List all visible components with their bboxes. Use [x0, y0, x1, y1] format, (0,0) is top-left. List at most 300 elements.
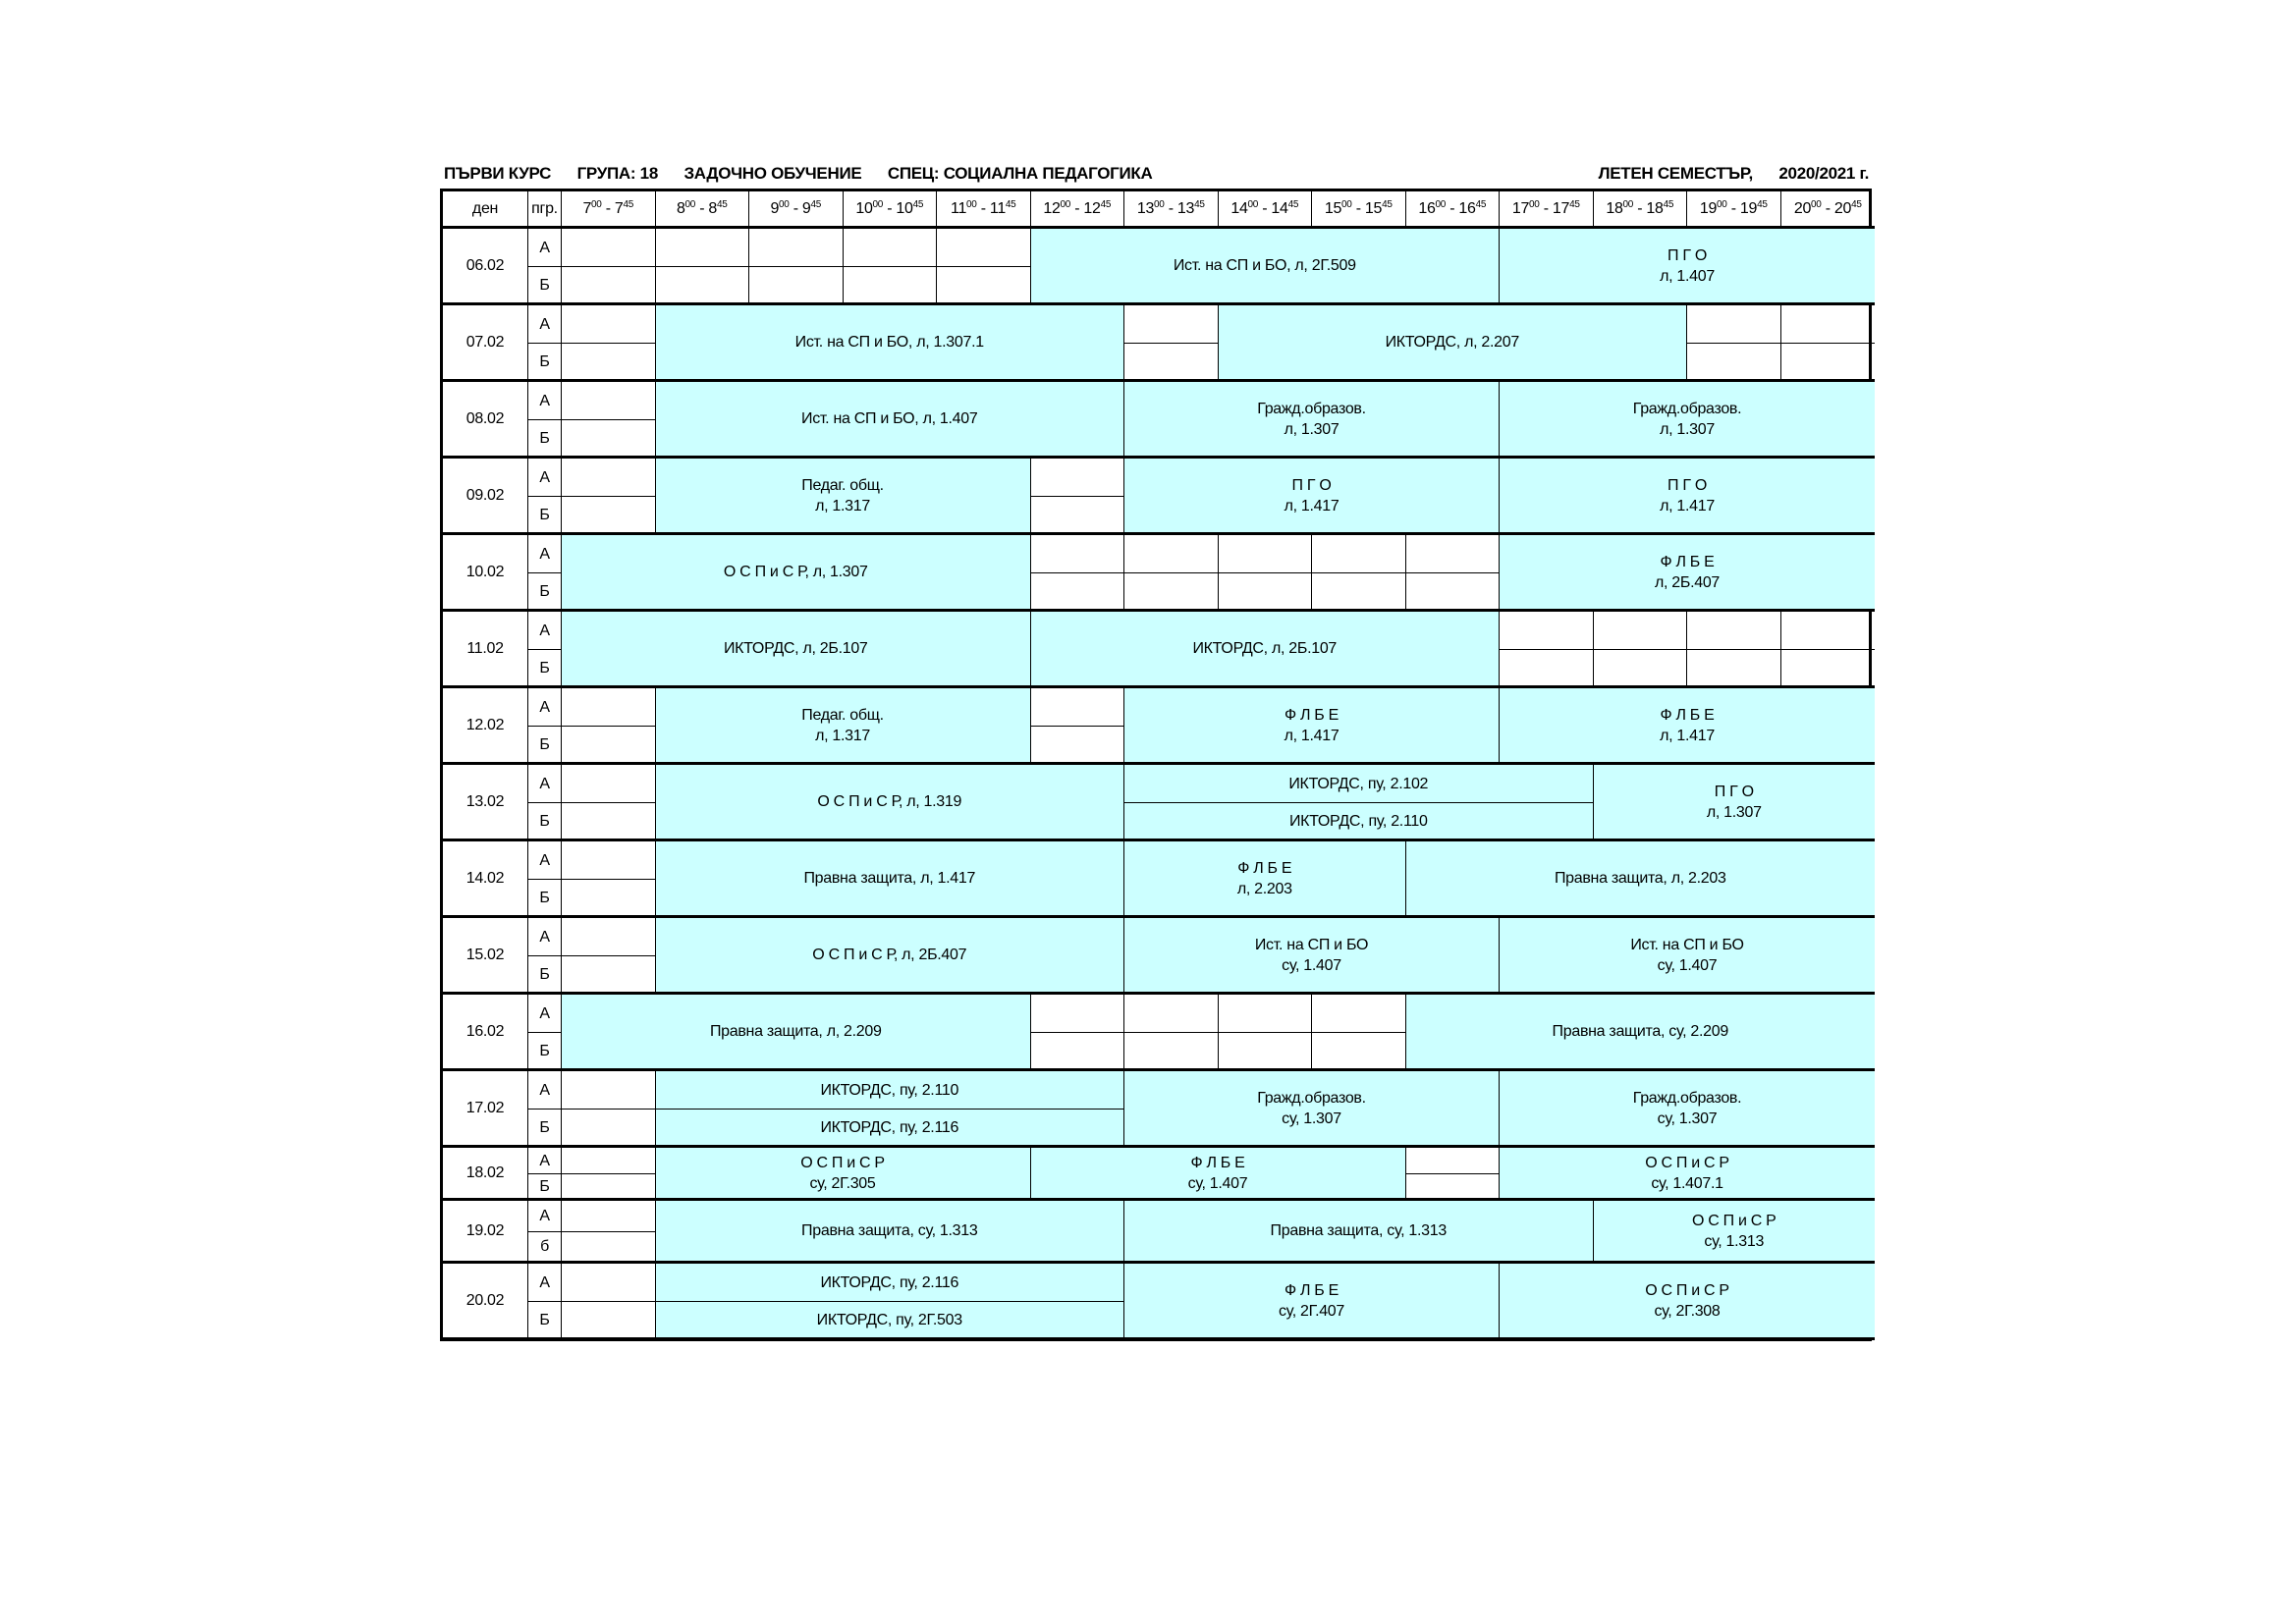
- class-title: Гражд.образов.: [1257, 400, 1366, 417]
- class-room: су, 1.313: [1704, 1232, 1765, 1250]
- empty-slot: [844, 267, 938, 305]
- class-room: л, 1.307: [1706, 803, 1762, 821]
- time-from-sup: 00: [1435, 199, 1447, 210]
- time-slot-header: [1312, 191, 1406, 229]
- empty-slot: [562, 1110, 656, 1148]
- time-from: 16: [1418, 200, 1436, 217]
- subgroup-label: Б: [528, 1302, 562, 1340]
- class-block: [656, 765, 1125, 841]
- empty-slot: [1219, 1033, 1313, 1071]
- class-block: [562, 535, 1031, 612]
- class-room: л, 2.203: [1236, 880, 1292, 897]
- empty-slot: [1031, 995, 1125, 1033]
- time-to: 18: [1646, 200, 1664, 217]
- empty-slot: [562, 1071, 656, 1110]
- time-slot-text: [1606, 198, 1673, 219]
- class-block: [656, 305, 1125, 382]
- subgroup-label: А: [528, 305, 562, 344]
- class-title: П Г О: [1291, 476, 1332, 494]
- empty-slot: [1781, 612, 1876, 650]
- empty-slot: [749, 229, 844, 267]
- time-from: 12: [1043, 200, 1061, 217]
- class-room: л, 1.407: [1660, 267, 1715, 285]
- subgroup-label: Б: [528, 344, 562, 382]
- empty-slot: [562, 880, 656, 918]
- time-to-sup: 45: [1005, 199, 1016, 210]
- subgroup-label: А: [528, 688, 562, 727]
- class-title: О С П и С Р: [800, 1154, 885, 1171]
- day-date: 10.02: [443, 535, 528, 612]
- time-from: 13: [1136, 200, 1155, 217]
- column-header-subgroup: пгр.: [528, 191, 562, 229]
- class-title: ИКТОРДС, пу, 2Г.503: [816, 1311, 962, 1328]
- empty-slot: [656, 267, 750, 305]
- empty-slot: [844, 229, 938, 267]
- time-slot-text: [677, 198, 728, 219]
- time-separator: -: [883, 200, 897, 217]
- empty-slot: [1687, 344, 1781, 382]
- time-slot-header: [1594, 191, 1688, 229]
- empty-slot: [1500, 650, 1594, 688]
- time-from-sup: 00: [1060, 199, 1071, 210]
- time-from-sup: 00: [1529, 199, 1540, 210]
- class-block: [1500, 382, 1875, 459]
- time-slot-text: [1137, 198, 1205, 219]
- empty-slot: [562, 765, 656, 803]
- time-separator: -: [1351, 200, 1365, 217]
- group-label: ГРУПА: 18: [576, 164, 658, 183]
- time-slot-header: [1781, 191, 1876, 229]
- class-title: ИКТОРДС, пу, 2.116: [820, 1118, 959, 1136]
- time-to: 19: [1739, 200, 1758, 217]
- day-date: 16.02: [443, 995, 528, 1071]
- column-header-day: ден: [443, 191, 528, 229]
- class-title: Ф Л Б Е: [1237, 859, 1292, 877]
- day-date: 12.02: [443, 688, 528, 765]
- class-block: [562, 612, 1031, 688]
- empty-slot: [1781, 305, 1876, 344]
- time-slot-header: [1687, 191, 1781, 229]
- class-block: [1500, 1264, 1875, 1340]
- class-block: [1031, 1148, 1406, 1201]
- time-from-sup: 00: [779, 199, 790, 210]
- time-slot-header: [1031, 191, 1125, 229]
- empty-slot: [1594, 650, 1688, 688]
- class-block: [1500, 688, 1875, 765]
- empty-slot: [1031, 1033, 1125, 1071]
- class-title: Правна защита, су, 2.209: [1552, 1023, 1728, 1040]
- empty-slot: [1406, 535, 1501, 573]
- class-title: ИКТОРДС, л, 2Б.107: [723, 640, 868, 657]
- class-title: Ф Л Б Е: [1660, 553, 1715, 570]
- time-slot-header: [1406, 191, 1501, 229]
- time-to-sup: 45: [1287, 199, 1299, 210]
- class-block: [562, 995, 1031, 1071]
- time-from-sup: 00: [966, 199, 977, 210]
- class-title: ИКТОРДС, л, 2.207: [1385, 334, 1519, 351]
- class-title: Педаг. общ.: [801, 706, 884, 724]
- class-block: [1124, 459, 1500, 535]
- time-to: 15: [1364, 200, 1383, 217]
- time-from: 15: [1324, 200, 1342, 217]
- subgroup-label: А: [528, 612, 562, 650]
- time-separator: -: [1446, 200, 1459, 217]
- empty-slot: [749, 267, 844, 305]
- class-title: ИКТОРДС, пу, 2.102: [1288, 775, 1429, 792]
- subgroup-label: А: [528, 382, 562, 420]
- class-block: [1219, 305, 1688, 382]
- subgroup-label: А: [528, 841, 562, 880]
- empty-slot: [1124, 995, 1219, 1033]
- subgroup-label: Б: [528, 267, 562, 305]
- time-to: 20: [1833, 200, 1852, 217]
- day-date: 06.02: [443, 229, 528, 305]
- empty-slot: [1031, 535, 1125, 573]
- time-to-sup: 45: [1757, 199, 1768, 210]
- empty-slot: [562, 382, 656, 420]
- class-title: ИКТОРДС, пу, 2.110: [1288, 812, 1428, 830]
- class-block: [1406, 995, 1876, 1071]
- empty-slot: [1031, 727, 1125, 765]
- time-to: 10: [896, 200, 913, 217]
- class-title: Ф Л Б Е: [1284, 1281, 1339, 1299]
- class-block: [656, 841, 1125, 918]
- day-date: 18.02: [443, 1148, 528, 1201]
- subgroup-label: А: [528, 229, 562, 267]
- empty-slot: [1124, 305, 1219, 344]
- empty-slot: [562, 803, 656, 841]
- empty-slot: [562, 459, 656, 497]
- time-slot-text: [855, 198, 923, 219]
- day-date: 07.02: [443, 305, 528, 382]
- empty-slot: [1219, 995, 1313, 1033]
- subgroup-label: Б: [528, 956, 562, 995]
- time-to-sup: 45: [1382, 199, 1393, 210]
- class-room: су, 1.407: [1657, 956, 1718, 974]
- subgroup-label: А: [528, 995, 562, 1033]
- time-to-sup: 45: [1663, 199, 1674, 210]
- time-from-sup: 00: [1622, 199, 1634, 210]
- time-slot-text: [1418, 198, 1486, 219]
- subgroup-label: А: [528, 1148, 562, 1174]
- time-from: 10: [855, 200, 873, 217]
- class-block: [1594, 765, 1876, 841]
- empty-slot: [1031, 459, 1125, 497]
- class-block: [1500, 535, 1875, 612]
- empty-slot: [562, 1302, 656, 1340]
- empty-slot: [562, 1232, 656, 1264]
- class-title: Ист. на СП и БО: [1254, 936, 1369, 953]
- empty-slot: [1312, 535, 1406, 573]
- empty-slot: [562, 1264, 656, 1302]
- time-from: 17: [1511, 200, 1530, 217]
- time-from: 20: [1793, 200, 1812, 217]
- class-title: Ист. на СП и БО, л, 1.307.1: [794, 334, 984, 351]
- empty-slot: [562, 918, 656, 956]
- time-slot-text: [1230, 198, 1298, 219]
- class-room: су, 1.407: [1187, 1174, 1248, 1192]
- subgroup-label: Б: [528, 420, 562, 459]
- empty-slot: [1124, 344, 1219, 382]
- class-title: О С П и С Р, л, 1.319: [817, 793, 962, 810]
- empty-slot: [1406, 1174, 1501, 1201]
- class-block: [1124, 841, 1406, 918]
- empty-slot: [1781, 650, 1876, 688]
- class-block: [1500, 1071, 1875, 1148]
- study-mode-label: ЗАДОЧНО ОБУЧЕНИЕ: [683, 164, 862, 183]
- empty-slot: [562, 1148, 656, 1174]
- empty-slot: [562, 344, 656, 382]
- class-title: Правна защита, л, 1.417: [803, 870, 976, 887]
- time-from: 7: [582, 200, 592, 217]
- day-date: 14.02: [443, 841, 528, 918]
- empty-slot: [562, 229, 656, 267]
- subgroup-label: Б: [528, 650, 562, 688]
- class-title: Гражд.образов.: [1632, 400, 1742, 417]
- class-room: л, 1.417: [1284, 727, 1339, 744]
- time-slot-text: [1043, 198, 1111, 219]
- day-date: 09.02: [443, 459, 528, 535]
- class-block: [1500, 459, 1875, 535]
- class-title: Гражд.образов.: [1257, 1089, 1366, 1107]
- subgroup-label: А: [528, 1264, 562, 1302]
- specialty-label: СПЕЦ: СОЦИАЛНА ПЕДАГОГИКА: [887, 164, 1153, 183]
- class-title: Ист. на СП и БО, л, 1.407: [801, 410, 978, 427]
- time-from-sup: 00: [1811, 199, 1822, 210]
- empty-slot: [1124, 573, 1219, 612]
- empty-slot: [1406, 573, 1501, 612]
- class-room: л, 1.417: [1284, 497, 1339, 514]
- class-title: П Г О: [1667, 476, 1707, 494]
- day-date: 20.02: [443, 1264, 528, 1340]
- class-block: [1124, 382, 1500, 459]
- class-block: [1124, 918, 1500, 995]
- class-block: [656, 1201, 1125, 1264]
- empty-slot: [1312, 1033, 1406, 1071]
- time-to-sup: 45: [1100, 199, 1112, 210]
- time-to: 9: [801, 200, 811, 217]
- time-to-sup: 45: [1569, 199, 1580, 210]
- class-room: су, 2Г.407: [1278, 1302, 1345, 1320]
- class-room: л, 1.317: [815, 497, 870, 514]
- time-slot-text: [951, 198, 1015, 219]
- time-from: 14: [1230, 200, 1248, 217]
- empty-slot: [937, 267, 1031, 305]
- empty-slot: [1312, 995, 1406, 1033]
- time-to-sup: 45: [1194, 199, 1205, 210]
- empty-slot: [1124, 1033, 1219, 1071]
- class-room: су, 2Г.305: [809, 1174, 876, 1192]
- class-title: Правна защита, л, 2.209: [709, 1023, 882, 1040]
- class-block: [1124, 1201, 1594, 1264]
- day-date: 17.02: [443, 1071, 528, 1148]
- time-to-sup: 45: [810, 199, 822, 210]
- empty-slot: [1687, 305, 1781, 344]
- empty-slot: [562, 841, 656, 880]
- subgroup-label: Б: [528, 1110, 562, 1148]
- class-room: л, 1.317: [815, 727, 870, 744]
- header-right: [1577, 164, 1869, 184]
- class-title: Правна защита, су, 1.313: [801, 1222, 978, 1239]
- class-title: О С П и С Р: [1645, 1154, 1729, 1171]
- time-slot-header: [1219, 191, 1313, 229]
- timetable-grid: [440, 189, 1872, 1341]
- course-label: ПЪРВИ КУРС: [444, 164, 552, 183]
- class-block: [1500, 1148, 1875, 1201]
- class-block: [1124, 1071, 1500, 1148]
- class-title: Ф Л Б Е: [1284, 706, 1339, 724]
- empty-slot: [1219, 573, 1313, 612]
- class-block: [656, 1071, 1125, 1110]
- class-block: [656, 459, 1031, 535]
- time-to: 11: [989, 200, 1006, 217]
- subgroup-label: А: [528, 459, 562, 497]
- class-title: О С П и С Р: [1645, 1281, 1729, 1299]
- class-block: [1031, 612, 1501, 688]
- time-separator: -: [1539, 200, 1553, 217]
- class-block: [1031, 229, 1501, 305]
- subgroup-label: А: [528, 1071, 562, 1110]
- class-title: Ф Л Б Е: [1190, 1154, 1245, 1171]
- empty-slot: [562, 688, 656, 727]
- day-date: 19.02: [443, 1201, 528, 1264]
- time-from: 11: [951, 200, 967, 217]
- time-to-sup: 45: [1475, 199, 1487, 210]
- time-slot-text: [1512, 198, 1580, 219]
- time-slot-text: [1794, 198, 1862, 219]
- schedule-header: [442, 162, 1871, 186]
- subgroup-label: Б: [528, 880, 562, 918]
- class-title: ИКТОРДС, пу, 2.110: [820, 1081, 959, 1099]
- class-block: [656, 1148, 1031, 1201]
- class-room: л, 1.307: [1284, 420, 1339, 438]
- class-room: л, 1.417: [1660, 497, 1715, 514]
- time-from: 9: [770, 200, 780, 217]
- time-to: 17: [1552, 200, 1570, 217]
- class-title: О С П и С Р: [1691, 1212, 1777, 1229]
- class-block: [1500, 229, 1875, 305]
- empty-slot: [1687, 612, 1781, 650]
- empty-slot: [1031, 497, 1125, 535]
- time-slot-text: [1325, 198, 1393, 219]
- class-block: [1124, 765, 1594, 803]
- empty-slot: [1781, 344, 1876, 382]
- class-block: [656, 1110, 1125, 1148]
- empty-slot: [1031, 688, 1125, 727]
- class-room: л, 1.417: [1660, 727, 1715, 744]
- time-to: 16: [1458, 200, 1476, 217]
- time-slot-text: [582, 198, 633, 219]
- class-block: [1500, 918, 1875, 995]
- class-block: [656, 1264, 1125, 1302]
- class-block: [1124, 803, 1594, 841]
- class-title: П Г О: [1667, 246, 1707, 264]
- class-title: ИКТОРДС, пу, 2.116: [820, 1273, 959, 1291]
- class-title: О С П и С Р, л, 2Б.407: [812, 947, 967, 963]
- class-title: Ист. на СП и БО, л, 2Г.509: [1173, 257, 1356, 274]
- empty-slot: [1594, 612, 1688, 650]
- subgroup-label: б: [528, 1232, 562, 1264]
- class-room: л, 2Б.407: [1654, 573, 1721, 591]
- time-slot-header: [749, 191, 844, 229]
- time-slot-text: [1700, 198, 1768, 219]
- class-title: Педаг. общ.: [801, 476, 884, 494]
- class-title: Ист. на СП и БО: [1630, 936, 1744, 953]
- class-title: П Г О: [1714, 783, 1754, 800]
- time-to: 14: [1271, 200, 1288, 217]
- time-from-sup: 00: [1154, 199, 1165, 210]
- subgroup-label: Б: [528, 573, 562, 612]
- empty-slot: [937, 229, 1031, 267]
- time-from-sup: 00: [872, 199, 884, 210]
- subgroup-label: А: [528, 1201, 562, 1232]
- empty-slot: [1687, 650, 1781, 688]
- empty-slot: [1406, 1148, 1501, 1174]
- time-from-sup: 00: [1717, 199, 1727, 210]
- empty-slot: [562, 727, 656, 765]
- time-separator: -: [1070, 200, 1084, 217]
- subgroup-label: А: [528, 535, 562, 573]
- time-separator: -: [1258, 200, 1272, 217]
- empty-slot: [1124, 535, 1219, 573]
- empty-slot: [562, 497, 656, 535]
- time-to-sup: 45: [1851, 199, 1862, 210]
- class-room: су, 1.307: [1282, 1110, 1341, 1127]
- empty-slot: [1219, 535, 1313, 573]
- class-room: л, 1.307: [1660, 420, 1715, 438]
- time-slot-header: [562, 191, 656, 229]
- time-separator: -: [1633, 200, 1647, 217]
- subgroup-label: Б: [528, 727, 562, 765]
- time-from-sup: 00: [1247, 199, 1259, 210]
- day-date: 11.02: [443, 612, 528, 688]
- time-from-sup: 00: [1341, 199, 1352, 210]
- class-room: су, 2Г.308: [1654, 1302, 1721, 1320]
- time-from-sup: 00: [684, 199, 696, 210]
- class-room: су, 1.307: [1657, 1110, 1718, 1127]
- empty-slot: [1500, 612, 1594, 650]
- subgroup-label: Б: [528, 1174, 562, 1201]
- class-block: [1124, 688, 1500, 765]
- class-block: [656, 688, 1031, 765]
- time-slot-header: [1500, 191, 1594, 229]
- time-to: 8: [708, 200, 718, 217]
- time-separator: -: [1821, 200, 1834, 217]
- class-title: Гражд.образов.: [1632, 1089, 1742, 1107]
- class-title: ИКТОРДС, л, 2Б.107: [1192, 640, 1338, 657]
- time-separator: -: [976, 200, 990, 217]
- class-block: [1124, 1264, 1500, 1340]
- time-separator: -: [601, 200, 615, 217]
- day-date: 08.02: [443, 382, 528, 459]
- subgroup-label: Б: [528, 803, 562, 841]
- subgroup-label: Б: [528, 497, 562, 535]
- empty-slot: [562, 1201, 656, 1232]
- class-block: [1406, 841, 1876, 918]
- time-slot-header: [937, 191, 1031, 229]
- time-slot-text: [770, 198, 821, 219]
- empty-slot: [656, 229, 750, 267]
- time-to-sup: 45: [717, 199, 728, 210]
- empty-slot: [562, 956, 656, 995]
- class-block: [656, 382, 1125, 459]
- header-left: [444, 164, 1175, 184]
- class-title: Правна защита, л, 2.203: [1554, 870, 1726, 887]
- time-separator: -: [695, 200, 709, 217]
- class-block: [656, 1302, 1125, 1340]
- class-title: О С П и С Р, л, 1.307: [723, 564, 868, 580]
- class-title: Ф Л Б Е: [1660, 706, 1715, 724]
